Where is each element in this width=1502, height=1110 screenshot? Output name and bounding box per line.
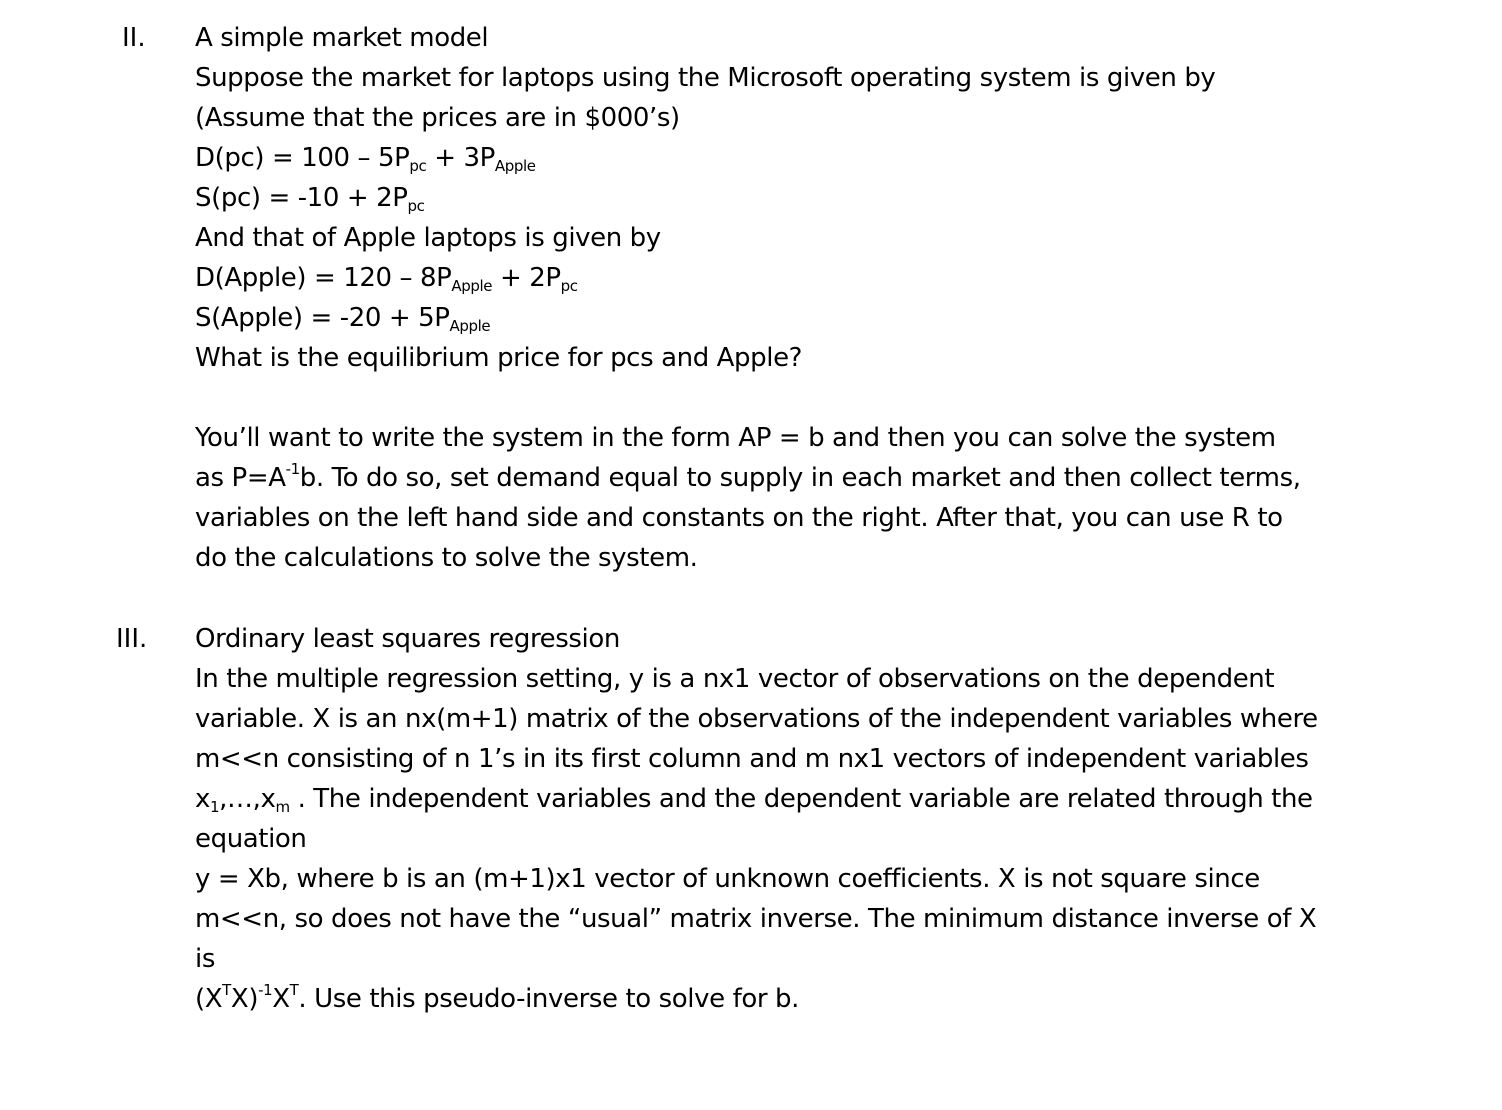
hint-line-4: do the calculations to solve the system. <box>195 543 698 573</box>
ols-line-2: variable. X is an nx(m+1) matrix of the observations of the independent variables where <box>195 704 1318 734</box>
spacer <box>195 378 1355 418</box>
ols-line-7: m<<n, so does not have the “usual” matrix inverse. The minimum distance inverse of X <box>195 904 1317 934</box>
section-iii-body <box>195 619 1355 1019</box>
hint-line-1: You’ll want to write the system in the form AP = b and then you can solve the system <box>195 423 1276 453</box>
equilibrium-question: What is the equilibrium price for pcs and Apple? <box>195 343 803 373</box>
section-ii-body <box>195 18 1355 578</box>
apple-intro: And that of Apple laptops is given by <box>195 223 661 253</box>
ols-line-4: $x_1,\dots,x_m$ . The independent variables and the dependent variable are related through the <box>195 784 1313 816</box>
pseudo-inverse-formula: $(X^TX)^{-1}X^T$. Use this pseudo-inverse to solve for b. <box>195 981 799 1014</box>
equation-supply-apple: S(Apple) = $-20 + 5P_{Apple}$ <box>195 303 491 335</box>
section-ii-title: A simple market model <box>195 23 489 53</box>
hint-line-2: as $P=A^{-1}b$. To do so, set demand equal to supply in each market and then collect terms, <box>195 460 1301 493</box>
ols-line-5: equation <box>195 824 307 854</box>
hint-line-3: variables on the left hand side and constants on the right. After that, you can use R to <box>195 503 1283 533</box>
equation-demand-apple: D(Apple) = $120 - 8P_{Apple} + 2P_{pc}$ <box>195 263 578 295</box>
ols-line-8: is <box>195 944 215 974</box>
section-iii-title: Ordinary least squares regression <box>195 624 620 654</box>
section-iii-numeral: III. <box>116 624 148 654</box>
ols-line-3: m<<n consisting of n 1’s in its first column and m nx1 vectors of independent variables <box>195 744 1309 774</box>
ols-line-1: In the multiple regression setting, y is a nx1 vector of observations on the dependent <box>195 664 1275 694</box>
ols-line-6: y = Xb, where b is an (m+1)x1 vector of unknown coefficients. X is not square since <box>195 864 1260 894</box>
price-assumption: (Assume that the prices are in $000’s) <box>195 103 680 133</box>
section-ii-numeral: II. <box>122 23 146 53</box>
market-intro: Suppose the market for laptops using the Microsoft operating system is given by <box>195 63 1216 93</box>
equation-demand-pc: $D(pc) = 100 - 5P_{pc} + 3P_{Apple}$ <box>195 143 536 175</box>
equation-supply-pc: $S(pc) = -10 + 2P_{pc}$ <box>195 183 425 215</box>
